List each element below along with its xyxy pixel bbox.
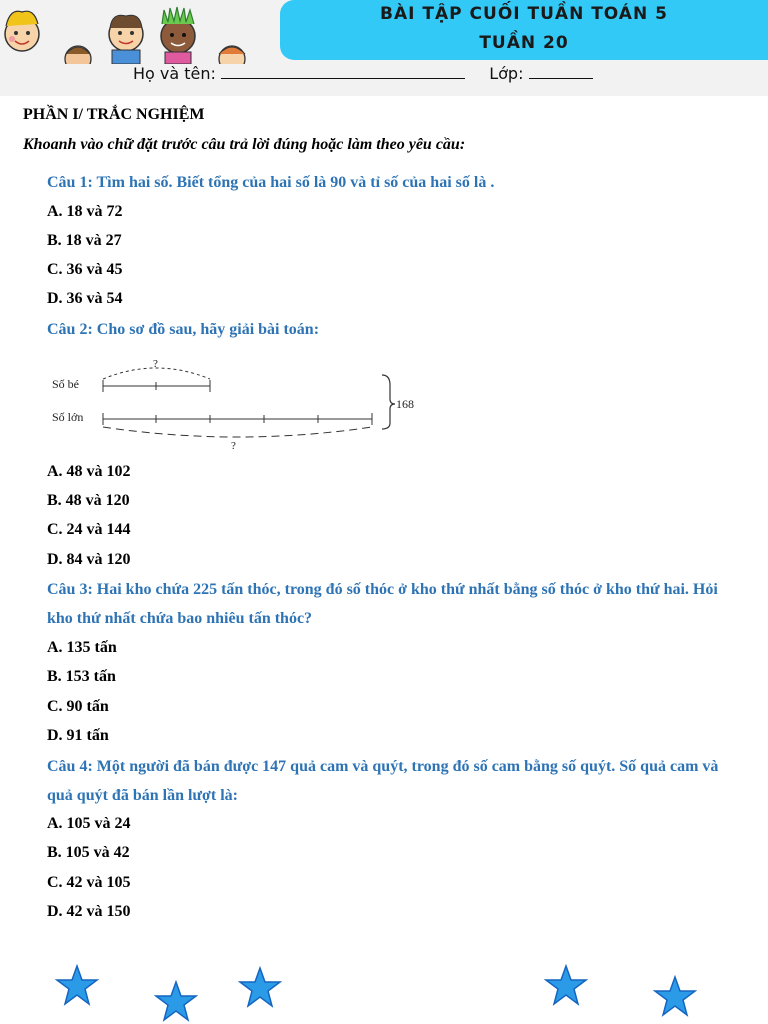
q3-option-c[interactable]: C. 90 tấn [47,698,109,715]
student-info [133,64,593,83]
q3-option-d[interactable]: D. 91 tấn [47,727,109,744]
question-4: Câu 4: Một người đã bán được 147 quả cam và quýt, trong đó số cam bằng số quýt. Số quả cam và quả quýt đã bán lần lượt là: [47,758,719,804]
segment-diagram [48,355,428,455]
q1-option-c[interactable]: C. 36 và 45 [47,261,123,278]
q1-option-b[interactable]: B. 18 và 27 [47,232,122,249]
q2-option-c[interactable]: C. 24 và 144 [47,521,131,538]
star-icon [55,964,99,1006]
star-icon [238,966,282,1008]
class-label: Lớp: [489,64,524,83]
small-number-label: Số bé [52,377,79,391]
q2-option-a[interactable]: A. 48 và 102 [47,463,131,480]
small-unknown: ? [153,358,158,370]
name-label: Họ và tên: [133,64,216,83]
total-label: 168 [396,397,414,411]
q1-option-a[interactable]: A. 18 và 72 [47,203,123,220]
large-unknown: ? [231,440,236,452]
q3-option-b[interactable]: B. 153 tấn [47,668,116,685]
q4-option-b[interactable]: B. 105 và 42 [47,844,130,861]
q4-option-d[interactable]: D. 42 và 150 [47,903,131,920]
star-icon [154,980,198,1022]
large-number-label: Số lớn [52,410,84,424]
question-1: Câu 1: Tìm hai số. Biết tổng của hai số là 90 và tỉ số của hai số là . [47,174,495,191]
question-2: Câu 2: Cho sơ đồ sau, hãy giải bài toán: [47,321,320,338]
name-blank[interactable] [221,64,465,79]
q4-option-a[interactable]: A. 105 và 24 [47,815,131,832]
worksheet-header [0,0,768,96]
q3-option-a[interactable]: A. 135 tấn [47,639,117,656]
worksheet-title [280,0,768,60]
q2-option-d[interactable]: D. 84 và 120 [47,551,131,568]
title-line-1: BÀI TẬP CUỐI TUẦN TOÁN 5 [380,4,668,24]
star-icon [544,964,588,1006]
section-title: PHẦN I/ TRẮC NGHIỆM [23,106,205,123]
children-clipart [0,4,280,64]
question-3: Câu 3: Hai kho chứa 225 tấn thóc, trong đó số thóc ở kho thứ nhất bằng số thóc ở kho thứ hai. Hỏi kho thứ nhất chứa bao nhiêu tấn thóc? [47,581,718,627]
q2-option-b[interactable]: B. 48 và 120 [47,492,130,509]
q4-option-c[interactable]: C. 42 và 105 [47,874,131,891]
instruction: Khoanh vào chữ đặt trước câu trả lời đúng hoặc làm theo yêu cầu: [23,136,466,153]
class-blank[interactable] [529,64,593,79]
star-icon [653,975,697,1017]
q1-option-d[interactable]: D. 36 và 54 [47,290,123,307]
title-line-2: TUẦN 20 [479,33,569,53]
